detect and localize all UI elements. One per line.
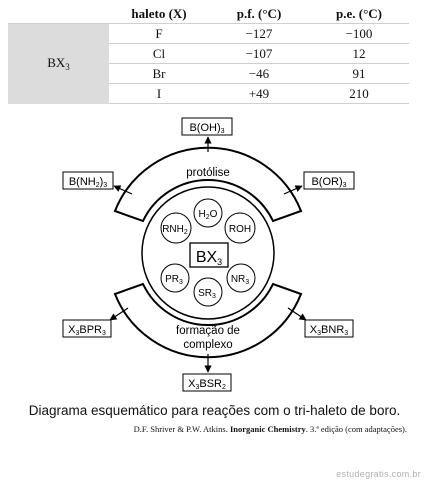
- cell-pe: −100: [309, 24, 409, 44]
- svg-text:RNH2: $RNH_2$: [162, 224, 188, 236]
- product-x3bnr3: [305, 320, 353, 337]
- compound-label: BX: [47, 55, 66, 71]
- compound-sub: 3: [65, 62, 70, 73]
- product-x3bpr3: [63, 320, 111, 337]
- svg-text:NR3: $NR_3$: [230, 274, 250, 286]
- svg-text:X3BSR2: X3BSR2: [188, 378, 226, 391]
- reference-title: Inorganic Chemistry: [229, 424, 306, 434]
- reference-rest: . 3.ª edição (com adaptações).: [305, 424, 407, 434]
- cell-pf: −46: [209, 64, 309, 84]
- circle-h2o: [194, 199, 222, 227]
- circle-roh: [225, 213, 255, 243]
- table-corner-cell: [8, 4, 109, 24]
- lower-arc-label-1: formação de: [176, 325, 240, 337]
- svg-text:X3BNR3: X3BNR3: [309, 324, 349, 337]
- circle-pr3: [161, 264, 189, 292]
- svg-text:ROH: ROH: [228, 224, 252, 235]
- cell-halide: Cl: [109, 44, 209, 64]
- cell-pf: −127: [209, 24, 309, 44]
- cell-halide: F: [109, 24, 209, 44]
- svg-text:PR3: $PR_3$: [165, 274, 183, 286]
- product-x3bsr2: [183, 374, 231, 391]
- cell-halide: Br: [109, 64, 209, 84]
- table-header-row: [8, 4, 409, 24]
- svg-text:B(OR)3: B(OR)3: [311, 176, 347, 189]
- diagram-caption: Diagrama esquemático para reações com o tri-haleto de boro.: [28, 403, 401, 418]
- circle-nr3: [227, 264, 255, 292]
- svg-text:X3BPR3: X3BPR3: [68, 324, 106, 337]
- header-pe: p.e. (°C): [309, 4, 409, 24]
- svg-text:B(OH)3: B(OH)3: [189, 122, 225, 135]
- svg-text:H2O: $H_2O$: [198, 209, 218, 221]
- header-pf: p.f. (°C): [209, 4, 309, 24]
- table-row: [8, 24, 409, 44]
- compound-cell: [8, 24, 109, 104]
- upper-arc-label: protólise: [186, 167, 230, 179]
- cell-pf: −107: [209, 44, 309, 64]
- cell-pe: 210: [309, 84, 409, 104]
- circle-sr3: [194, 278, 222, 306]
- cell-pe: 12: [309, 44, 409, 64]
- cell-pf: +49: [209, 84, 309, 104]
- watermark: estudegratis.com.br: [336, 469, 421, 479]
- lower-arc-label-2: complexo: [183, 339, 233, 351]
- center-label: BX3: [195, 249, 223, 267]
- reference-authors: D.F. Shriver & P.W. Atkins.: [133, 424, 228, 434]
- product-boh3: [182, 118, 232, 135]
- svg-text:SR3: $SR_3$: [198, 288, 216, 300]
- boiling-melting-table: [8, 4, 409, 104]
- reaction-diagram: [0, 112, 429, 397]
- circle-rnh2: [161, 213, 191, 243]
- cell-halide: I: [109, 84, 209, 104]
- reference: [134, 424, 407, 434]
- product-bor3: [304, 172, 354, 189]
- svg-text:B(NH2)3: B(NH2)3: [68, 176, 108, 189]
- cell-pe: 91: [309, 64, 409, 84]
- header-haleto: haleto (X): [109, 4, 209, 24]
- product-bnh2-3: [63, 172, 113, 189]
